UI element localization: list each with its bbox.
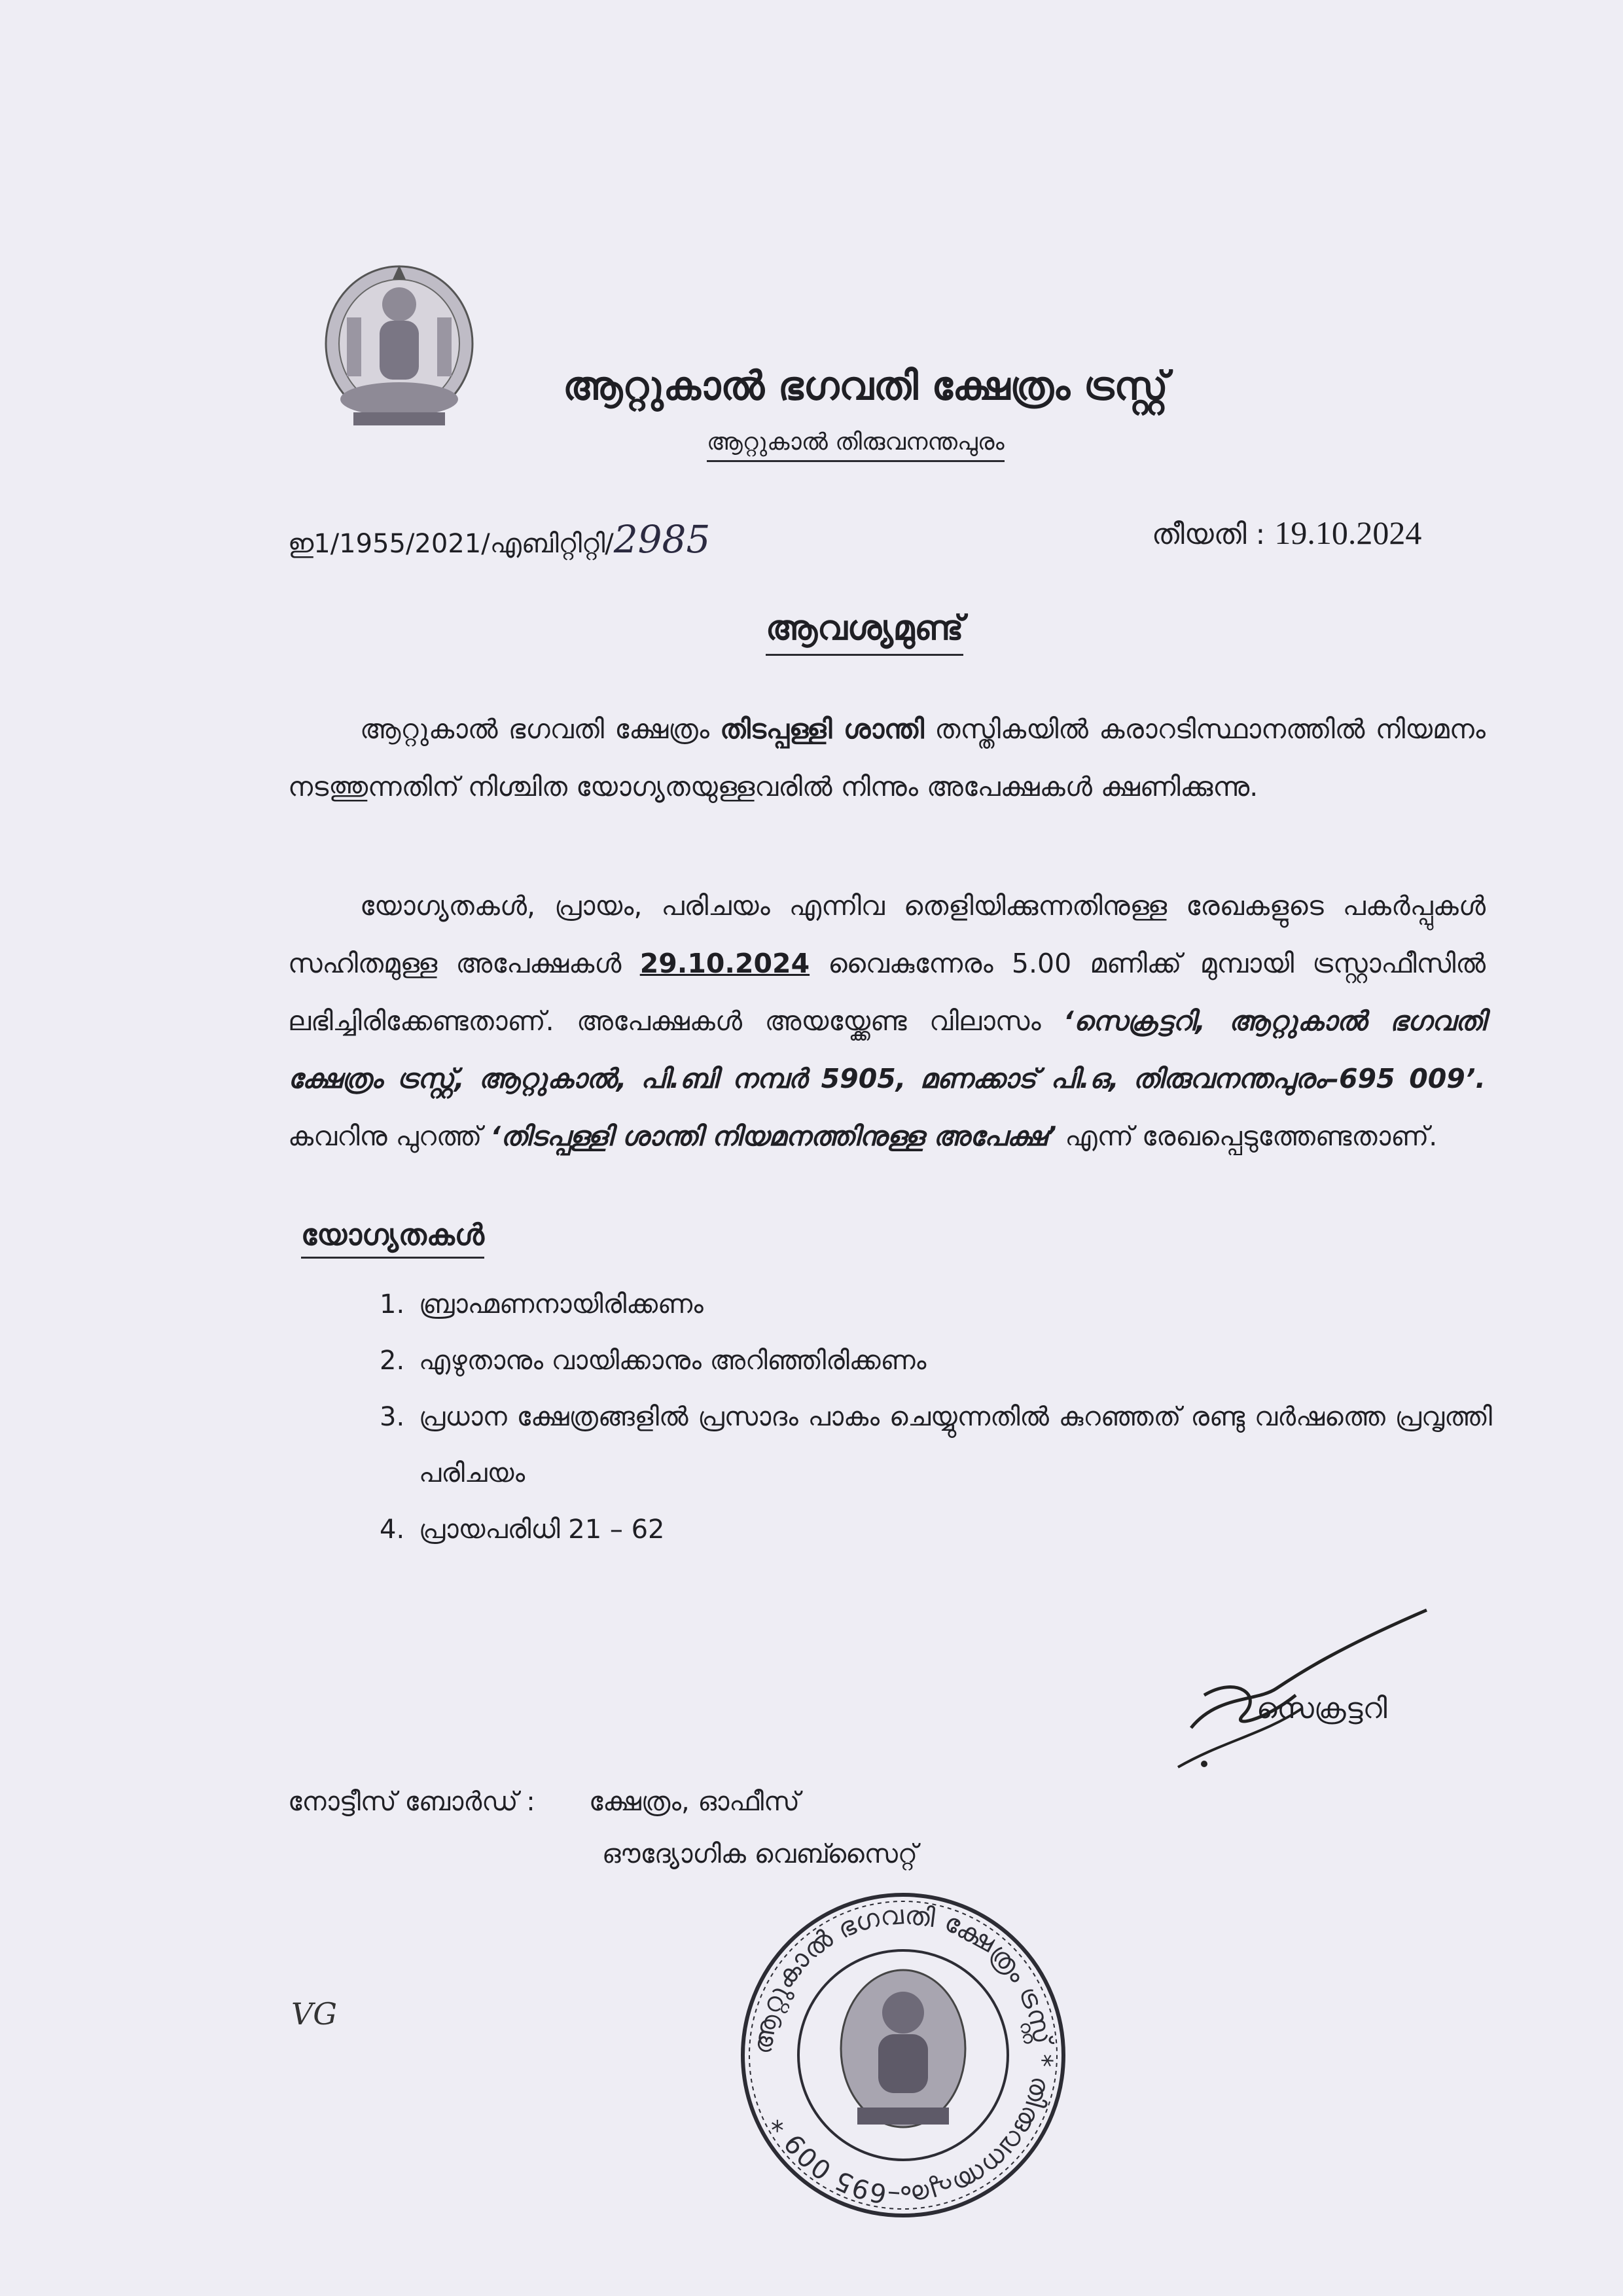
notice-board-value-2: ഔദ്യോഗിക വെബ്സൈറ്റ് [602,1839,918,1869]
list-item [380,1501,1492,1558]
temple-logo [308,259,491,442]
list-item-text: എഴുതാനും വായിക്കാനും അറിഞ്ഞിരിക്കണം [419,1346,927,1376]
notice-board-label: നോട്ടീസ് ബോർഡ് : [288,1787,535,1817]
date-label: തീയതി : [1152,518,1266,551]
signatory-title: സെക്രട്ടറി [1257,1692,1387,1725]
list-item-number: 4. [380,1515,405,1545]
list-item-number: 3. [380,1402,405,1432]
paragraph-1-text-b: തസ്തികയിൽ കരാറടിസ്ഥാനത്തിൽ നിയമനം നടത്തുന്നതിന് നിശ്ചിത യോഗ്യതയുള്ളവരിൽ നിന്നും അപേക്ഷകൾ ക്ഷണിക്കുന്നു. [288,713,1486,802]
list-item [380,1333,1492,1389]
initials: VG [291,1996,337,2032]
reference-printed: ഇ1/1955/2021/എബിറ്റിറ്റി/ [288,529,614,559]
temple-deity-emblem-icon [308,259,491,442]
date-value: 19.10.2024 [1274,514,1422,551]
qualifications-list [380,1276,1492,1558]
post-name: തിടപ്പള്ളി ശാന്തി [720,713,924,745]
trust-address: ആറ്റുകാൽ തിരുവനന്തപുരം [707,429,1005,462]
paragraph-2-text-a: യോഗ്യതകൾ, പ്രായം, പരിചയം എന്നിവ തെളിയിക്കുന്നതിനുള്ള രേഖകളുടെ പകർപ്പുകൾ സഹിതമുള്ള അപേക്ഷകൾ [288,890,1486,979]
list-item-number: 2. [380,1346,405,1376]
seal-text: ആറ്റുകാൽ ഭഗവതി ക്ഷേത്രം ട്രസ്റ്റ് * തിരുവനന്തപുരം–695 009 * [747,1899,1058,2211]
notice-board-value-1: ക്ഷേത്രം, ഓഫീസ് [589,1787,800,1817]
reference-number [288,517,710,562]
paragraph-2-text-c: കവറിനു പുറത്ത് [288,1121,491,1152]
paragraph-2 [288,877,1486,1165]
paragraph-1 [288,700,1486,816]
trust-seal [733,1885,1073,2225]
list-item [380,1276,1492,1333]
list-item-text: ബ്രാഹ്മണനായിരിക്കണം [419,1289,704,1319]
list-item-text: പ്രായപരിധി 21 – 62 [419,1515,665,1545]
paragraph-2-text-b: വൈകുന്നേരം 5.00 മണിക്ക് മുമ്പായി ട്രസ്റ്റാഫീസിൽ ലഭിച്ചിരിക്കേണ്ടതാണ്. അപേക്ഷകൾ അയയ്ക്കേണ്ട വിലാസം [288,948,1486,1037]
list-item-number: 1. [380,1289,405,1319]
paragraph-1-text-a: ആറ്റുകാൽ ഭഗവതി ക്ഷേത്രം [360,713,721,745]
qualifications-heading: യോഗ്യതകൾ [301,1217,484,1259]
list-item [380,1389,1492,1501]
postal-address: ‘സെക്രട്ടറി, ആറ്റുകാൽ ഭഗവതി ക്ഷേത്രം ട്രസ്റ്റ്, ആറ്റുകാൽ, പി.ബി നമ്പർ 5905, മണക്കാട് പി.ഒ, തിരുവനന്തപുരം–695 009’. [288,1005,1486,1094]
trust-name: ആറ്റുകാൽ ഭഗവതി ക്ഷേത്രം ട്രസ്റ്റ് [563,363,1168,409]
notice-heading: ആവശ്യമുണ്ട് [766,609,963,656]
reference-handwritten: 2985 [613,517,711,562]
list-item-text: പ്രധാന ക്ഷേത്രങ്ങളിൽ പ്രസാദം പാകം ചെയ്യുന്നതിൽ കുറഞ്ഞത് രണ്ടു വർഷത്തെ പ്രവൃത്തി പരിചയം [419,1402,1492,1488]
deadline-date: 29.10.2024 [639,948,810,979]
cover-text: ‘തിടപ്പള്ളി ശാന്തി നിയമനത്തിനുള്ള അപേക്ഷ’ [490,1121,1057,1152]
paragraph-2-text-d: എന്ന് രേഖപ്പെടുത്തേണ്ടതാണ്. [1056,1121,1438,1152]
date [1152,514,1421,552]
